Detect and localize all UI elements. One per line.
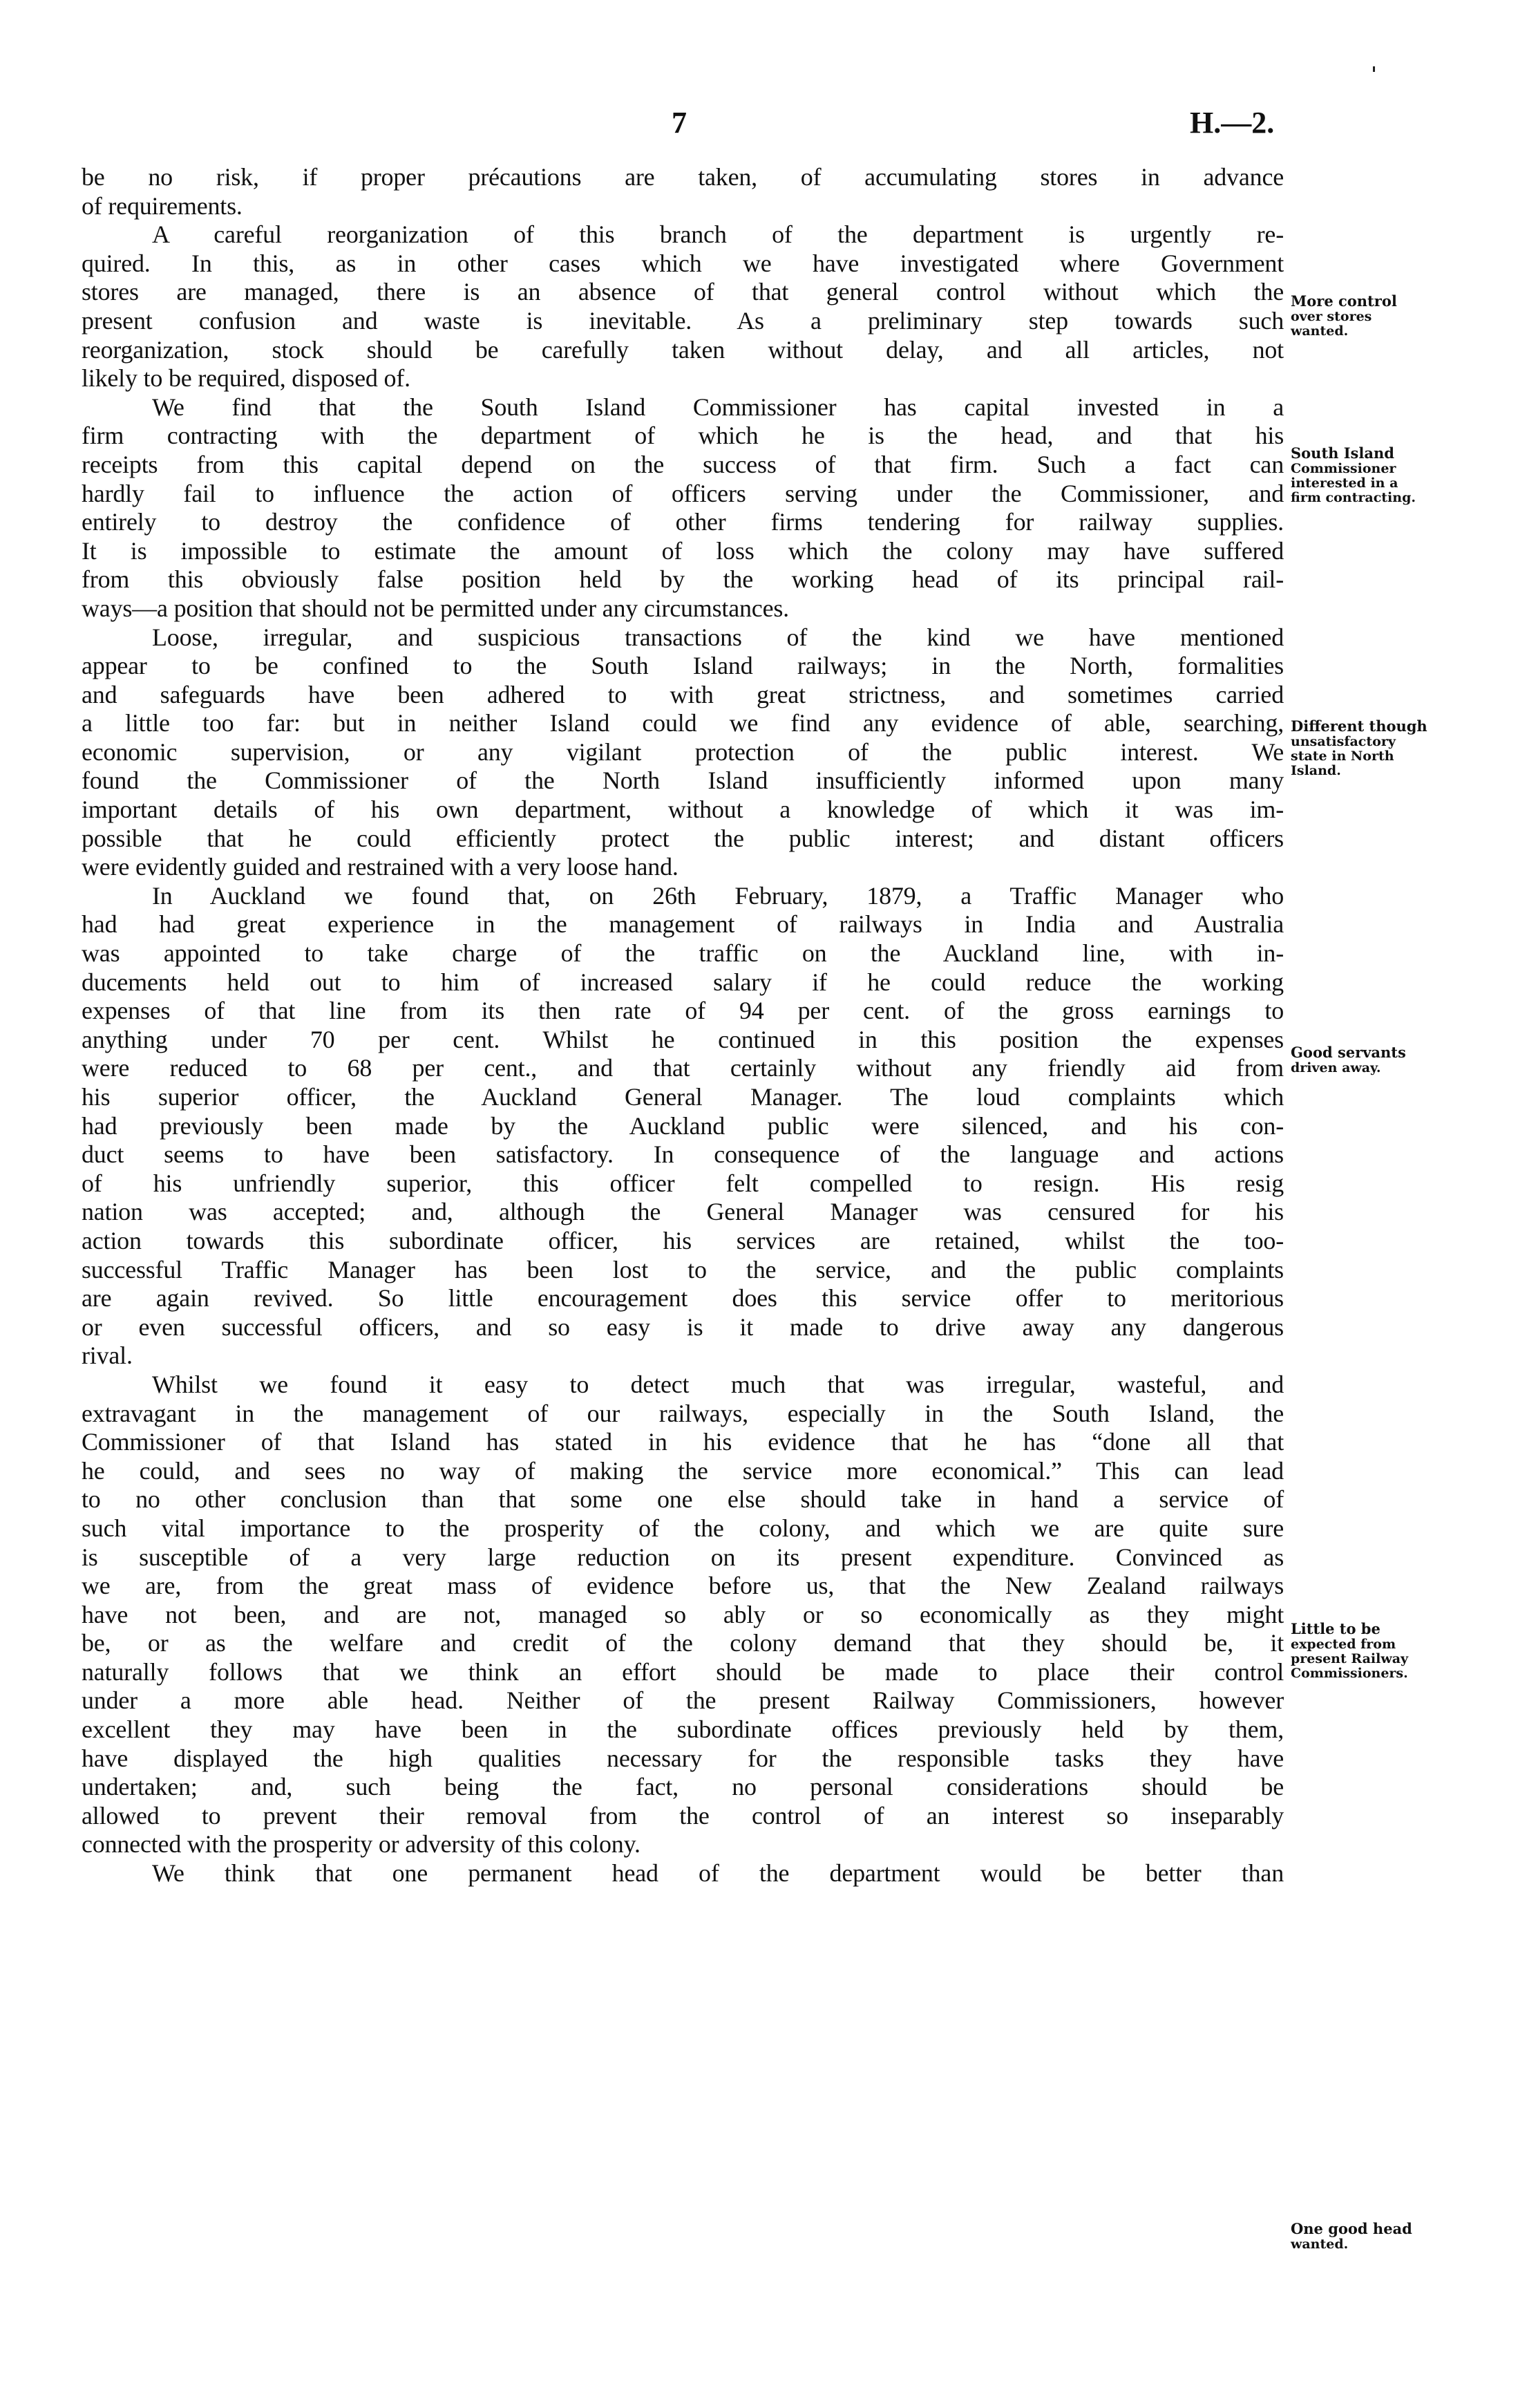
- margin-note-line: More control: [1291, 292, 1397, 310]
- body-line: to no other conclusion than that some one else should take in hand a service of: [82, 1485, 1284, 1514]
- body-line: extravagant in the management of our railways, especially in the South Island, the: [82, 1399, 1284, 1427]
- body-line: excellent they may have been in the subordinate offices previously held by them,: [82, 1715, 1284, 1744]
- margin-note-line: Good servants: [1291, 1044, 1406, 1061]
- body-line: be no risk, if proper précautions are taken, of accumulating stores in advance: [82, 163, 1284, 191]
- margin-note: [1291, 718, 1512, 778]
- margin-note: [1291, 1044, 1512, 1075]
- scan-speck: [1373, 66, 1375, 72]
- margin-note-line: driven away.: [1291, 1060, 1381, 1075]
- body-line: and safeguards have been adhered to with great strictness, and sometimes carried: [82, 680, 1284, 708]
- body-line: A careful reorganization of this branch of the department is urgently re-: [152, 220, 1284, 249]
- body-line: expenses of that line from its then rate of 94 per cent. of the gross earnings to: [82, 997, 1284, 1025]
- body-line: under a more able head. Neither of the present Railway Commissioners, however: [82, 1686, 1284, 1715]
- body-line: present confusion and waste is inevitable. As a preliminary step towards such: [82, 306, 1284, 335]
- body-line: connected with the prosperity or adversity of this colony.: [82, 1830, 641, 1859]
- margin-note-line: One good head: [1291, 2220, 1412, 2237]
- body-line: were reduced to 68 per cent., and that certainly without any friendly aid from: [82, 1054, 1284, 1082]
- body-line: quired. In this, as in other cases which we have investigated where Government: [82, 249, 1284, 277]
- body-line: found the Commissioner of the North Island insufficiently informed upon many: [82, 766, 1284, 795]
- body-line: we are, from the great mass of evidence before us, that the New Zealand railways: [82, 1572, 1284, 1600]
- body-line: successful Traffic Manager has been lost to the service, and the public complaints: [82, 1255, 1284, 1283]
- body-line: likely to be required, disposed of.: [82, 364, 410, 393]
- body-line: naturally follows that we think an effort should be made to place their control: [82, 1657, 1284, 1686]
- body-line: had previously been made by the Auckland public were silenced, and his con-: [82, 1111, 1284, 1140]
- margin-note-line: wanted.: [1291, 2237, 1349, 2252]
- body-line: anything under 70 per cent. Whilst he continued in this position the expenses: [82, 1025, 1284, 1053]
- body-line: undertaken; and, such being the fact, no personal considerations should be: [82, 1773, 1284, 1801]
- body-line: he could, and sees no way of making the service more economical.” This can lead: [82, 1456, 1284, 1485]
- margin-note: [1291, 293, 1512, 339]
- body-line: ways—a position that should not be permitted under any circumstances.: [82, 594, 789, 622]
- body-line: allowed to prevent their removal from the control of an interest so inseparably: [82, 1801, 1284, 1829]
- margin-note: [1291, 1621, 1512, 1681]
- margin-note-line: state in North: [1291, 749, 1394, 764]
- body-line: Whilst we found it easy to detect much that was irregular, wasteful, and: [152, 1370, 1284, 1398]
- margin-note: [1291, 445, 1512, 505]
- body-line: is susceptible of a very large reduction on its present expenditure. Convinced as: [82, 1543, 1284, 1571]
- margin-note-line: unsatisfactory: [1291, 734, 1396, 749]
- body-line: economic supervision, or any vigilant protection of the public interest. We: [82, 737, 1284, 766]
- body-line: entirely to destroy the confidence of other firms tendering for railway supplies.: [82, 508, 1284, 536]
- body-line: It is impossible to estimate the amount of loss which the colony may have suffered: [82, 536, 1284, 565]
- body-line: stores are managed, there is an absence of that general control without which the: [82, 278, 1284, 306]
- body-line: nation was accepted; and, although the General Manager was censured for his: [82, 1198, 1284, 1226]
- body-line: ducements held out to him of increased salary if he could reduce the working: [82, 968, 1284, 996]
- body-line: We think that one permanent head of the department would be better than: [152, 1859, 1284, 1888]
- body-text: [82, 163, 1284, 1888]
- body-line: Commissioner of that Island has stated in his evidence that he has “done all that: [82, 1428, 1284, 1456]
- margin-note-line: wanted.: [1291, 323, 1349, 339]
- body-line: of requirements.: [82, 191, 243, 220]
- body-line: firm contracting with the department of which he is the head, and that his: [82, 422, 1284, 450]
- page-number: 7: [672, 106, 687, 140]
- body-line: Loose, irregular, and suspicious transactions of the kind we have mentioned: [152, 623, 1284, 651]
- margin-note-line: interested in a: [1291, 476, 1398, 491]
- body-line: receipts from this capital depend on the success of that firm. Such a fact can: [82, 450, 1284, 478]
- body-line: have displayed the high qualities necessary for the responsible tasks they have: [82, 1744, 1284, 1772]
- body-line: of his unfriendly superior, this officer felt compelled to resign. His resig: [82, 1169, 1284, 1197]
- body-line: important details of his own department, without a knowledge of which it was im-: [82, 796, 1284, 824]
- body-line: In Auckland we found that, on 26th February, 1879, a Traffic Manager who: [152, 881, 1284, 910]
- body-line: such vital importance to the prosperity of the colony, and which we are quite sure: [82, 1514, 1284, 1542]
- body-line: was appointed to take charge of the traffic on the Auckland line, with in-: [82, 939, 1284, 968]
- body-line: a little too far: but in neither Island could we find any evidence of able, searching,: [82, 709, 1284, 737]
- margin-note: [1291, 2221, 1512, 2252]
- margin-note-line: Commissioners.: [1291, 1666, 1408, 1681]
- body-line: appear to be confined to the South Island railways; in the North, formalities: [82, 652, 1284, 680]
- margin-note-line: Little to be: [1291, 1620, 1381, 1637]
- margin-note-line: over stores: [1291, 309, 1372, 324]
- margin-note-line: Commissioner: [1291, 461, 1396, 476]
- body-line: are again revived. So little encouragement does this service offer to meritorious: [82, 1284, 1284, 1313]
- margin-note-line: South Island: [1291, 444, 1394, 462]
- document-reference: H.—2.: [1190, 106, 1275, 140]
- body-line: action towards this subordinate officer, his services are retained, whilst the too-: [82, 1226, 1284, 1254]
- margin-note-line: firm contracting.: [1291, 490, 1416, 505]
- body-line: were evidently guided and restrained with a very loose hand.: [82, 853, 679, 881]
- margin-note-line: present Railway: [1291, 1651, 1409, 1666]
- body-line: have not been, and are not, managed so ably or so economically as they might: [82, 1600, 1284, 1628]
- body-line: duct seems to have been satisfactory. In consequence of the language and actions: [82, 1140, 1284, 1169]
- margin-note-line: Different though: [1291, 717, 1427, 735]
- margin-note-line: Island.: [1291, 763, 1341, 778]
- body-line: rival.: [82, 1342, 133, 1370]
- body-line: hardly fail to influence the action of officers serving under the Commissioner, and: [82, 479, 1284, 507]
- body-line: his superior officer, the Auckland General Manager. The loud complaints which: [82, 1083, 1284, 1111]
- body-line: We find that the South Island Commissioner has capital invested in a: [152, 393, 1284, 421]
- body-line: possible that he could efficiently protect the public interest; and distant officers: [82, 824, 1284, 852]
- body-line: reorganization, stock should be carefully taken without delay, and all articles, not: [82, 335, 1284, 364]
- body-line: from this obviously false position held by the working head of its principal rail-: [82, 565, 1284, 594]
- body-line: or even successful officers, and so easy is it made to drive away any dangerous: [82, 1313, 1284, 1341]
- body-line: be, or as the welfare and credit of the colony demand that they should be, it: [82, 1629, 1284, 1657]
- body-line: had had great experience in the management of railways in India and Australia: [82, 910, 1284, 939]
- margin-note-line: expected from: [1291, 1637, 1396, 1652]
